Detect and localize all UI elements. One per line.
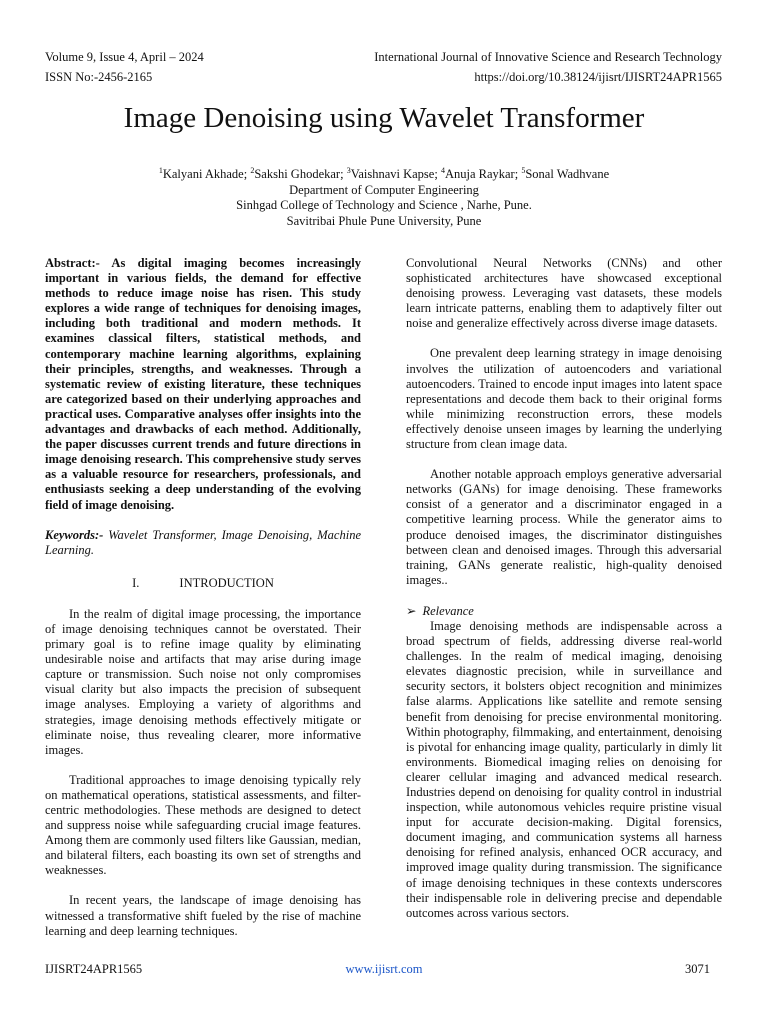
author-name: Kalyani Akhade; (162, 167, 248, 182)
keywords (45, 528, 361, 558)
relevance-heading (406, 604, 722, 619)
affiliation-college: Sinhgad College of Technology and Science , Narhe, Pune. (236, 198, 532, 213)
author-list (0, 163, 768, 183)
issn: ISSN No:-2456-2165 (45, 70, 153, 84)
section-title: INTRODUCTION (179, 575, 274, 590)
journal-name: International Journal of Innovative Science and Research Technology (374, 50, 722, 64)
author-name: Sakshi Ghodekar; (254, 167, 344, 182)
left-column (45, 256, 361, 939)
paper-title: Image Denoising using Wavelet Transformer (123, 102, 645, 134)
author-name: Vaishnavi Kapse; (350, 167, 438, 182)
intro-paragraph-2: Traditional approaches to image denoising typically rely on mathematical operations, statistical assessments, and filter-centric methodologies. These methods are designed to detect and suppress noise while safeguarding crucial image features. Among them are commonly used filters like Gaussian, median, and bilateral filters, each boasting its own set of strengths and weaknesses. (45, 772, 361, 878)
author-sup: 5 (521, 166, 526, 175)
author-sup: 1 (158, 166, 163, 175)
abstract: Abstract:- As digital imaging becomes increasingly important in various fields, the demand for effective methods to reduce image noise has risen. This study explores a wide range of techniques for denoising images, including both traditional and modern methods. It examines classical filters, statistical methods, and contemporary machine learning algorithms, explaining their principles, strengths, and weaknesses. Through a systematic review of existing literature, these techniques are categorized based on their underlying approaches and practical uses. Comparative analyses offer insights into the advantages and drawbacks of each method. Additionally, the paper discusses current trends and future directions in image denoising research. This comprehensive study serves as a valuable resource for researchers, professionals, and enthusiasts seeking a deep understanding of the evolving field of image denoising. (45, 256, 361, 512)
author-sup: 4 (440, 166, 445, 175)
section-number: I. (132, 575, 140, 590)
relevance-paragraph: Image denoising methods are indispensable across a broad spectrum of fields, addressing diverse real-world challenges. In the realm of medical imaging, denoising elevates diagnostic precision, while in surveillance and security sectors, it bolsters object recognition and minimizes false alarms. Applications like satellite and remote sensing benefit from denoising for precise environmental monitoring. Within photography, filmmaking, and entertainment, denoising is pivotal for enhancing image quality, particularly in dimly lit environments. Biomedical imaging relies on denoising for clearer cellular imaging and advanced medical research. Industries depend on denoising for quality control in industrial inspection, while autonomous vehicles require pristine visual input for accurate decision-making. Digital forensics, document imaging, and communication systems all harness denoising for refined analysis, enhanced OCR accuracy, and improved image quality during transmission. The significance of image denoising techniques in these contexts underscores their indispensable role in delivering precise and dependable outcomes across various sectors. (406, 618, 722, 920)
doi-link[interactable]: https://doi.org/10.38124/ijisrt/IJISRT24APR1565 (474, 70, 722, 84)
author-block (0, 163, 768, 229)
author-sup: 3 (346, 166, 351, 175)
author-name: Sonal Wadhvane (525, 167, 610, 182)
keywords-label: Keywords:- (45, 527, 104, 542)
footer-site-link[interactable]: www.ijisrt.com (345, 962, 423, 976)
body-paragraph-autoencoders: One prevalent deep learning strategy in image denoising involves the utilization of autoencoders and variational autoencoders. Trained to encode input images into latent space representations and decode them back to their original forms while minimizing reconstruction errors, these models effectively denoise unseen images by learning the underlying structure from clean image data. (406, 346, 722, 452)
relevance-label: Relevance (422, 603, 474, 618)
body-paragraph-cnn: Convolutional Neural Networks (CNNs) and other sophisticated architectures have showcased exceptional denoising prowess. Leveraging vast datasets, these models learn intricate patterns, enabling them to adaptively filter out noise and generalize effectively across diverse image datasets. (406, 256, 722, 331)
body-paragraph-gans: Another notable approach employs generative adversarial networks (GANs) for image denoising. These frameworks consist of a generator and a discriminator engaged in a competitive learning process. While the generator aims to produce denoised images, the discriminator distinguishes between clean and denoised images. Through this adversarial training, GANs generate realistic, high-quality denoised images.. (406, 467, 722, 587)
author-name: Anuja Raykar; (444, 167, 519, 182)
right-column (406, 256, 722, 921)
footer-paper-id: IJISRT24APR1565 (45, 962, 143, 976)
affiliation-department: Department of Computer Engineering (289, 182, 479, 197)
affiliation-university: Savitribai Phule Pune University, Pune (286, 213, 482, 228)
intro-paragraph-1: In the realm of digital image processing, the importance of image denoising techniques cannot be overstated. Their primary goal is to refine image quality by eliminating undesirable noise and artifacts that may arise during image capture or transmission. Such noise not only compromises visual clarity but also impacts the precision of subsequent image analyses. Employing a variety of algorithms and strategies, image denoising methods effectively mitigate or eliminate noise, thus revealing clearer, more informative images. (45, 606, 361, 757)
arrow-bullet-icon: ➢ (406, 603, 417, 618)
author-sup: 2 (250, 166, 255, 175)
section-heading-introduction (45, 576, 361, 591)
page-number: 3071 (685, 962, 710, 976)
keywords-text: Wavelet Transformer, Image Denoising, Machine Learning. (45, 527, 361, 557)
intro-paragraph-3: In recent years, the landscape of image denoising has witnessed a transformative shift fueled by the rise of machine learning and deep learning techniques. (45, 893, 361, 938)
journal-volume: Volume 9, Issue 4, April – 2024 (45, 50, 204, 64)
